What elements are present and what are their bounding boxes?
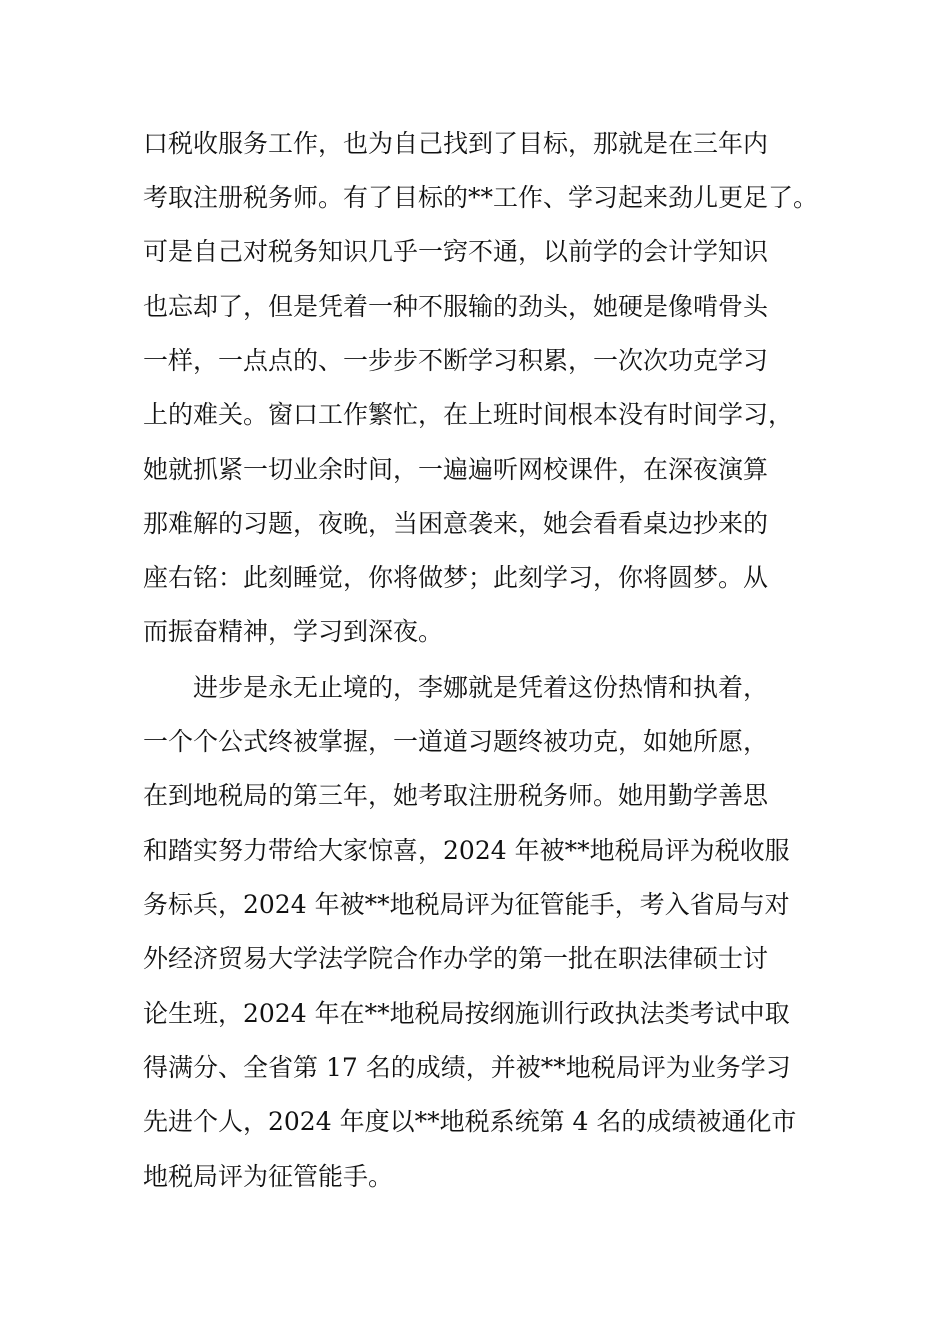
text-line: 务标兵，2024 年被**地税局评为征管能手，考入省局与对 [143, 890, 790, 919]
text-line: 得满分、全省第 17 名的成绩，并被**地税局评为业务学习 [143, 1053, 791, 1082]
text-line: 和踏实努力带给大家惊喜，2024 年被**地税局评为税收服 [143, 836, 790, 865]
text-line: 那难解的习题，夜晚，当困意袭来，她会看看桌边抄来的 [143, 509, 769, 538]
paragraph-start-line: 进步是永无止境的，李娜就是凭着这份热情和执着， [193, 673, 769, 702]
text-line: 座右铭：此刻睡觉，你将做梦；此刻学习，你将圆梦。从 [143, 563, 769, 592]
text-line: 她就抓紧一切业余时间，一遍遍听网校课件，在深夜演算 [143, 455, 769, 484]
text-line: 先进个人，2024 年度以**地税系统第 4 名的成绩被通化市 [143, 1107, 797, 1136]
text-line: 而振奋精神，学习到深夜。 [143, 617, 444, 646]
text-line: 上的难关。窗口工作繁忙，在上班时间根本没有时间学习， [143, 400, 794, 429]
text-line: 外经济贸易大学法学院合作办学的第一批在职法律硕士讨 [143, 944, 769, 973]
text-line: 也忘却了，但是凭着一种不服输的劲头，她硬是像啃骨头 [143, 292, 769, 321]
text-line: 口税收服务工作，也为自己找到了目标，那就是在三年内 [143, 129, 769, 158]
text-line: 可是自己对税务知识几乎一窍不通，以前学的会计学知识 [143, 237, 769, 266]
text-line: 在到地税局的第三年，她考取注册税务师。她用勤学善思 [143, 781, 769, 810]
text-line: 一样，一点点的、一步步不断学习积累，一次次功克学习 [143, 346, 769, 375]
text-line: 一个个公式终被掌握，一道道习题终被功克，如她所愿， [143, 727, 769, 756]
text-line: 论生班，2024 年在**地税局按纲施训行政执法类考试中取 [143, 999, 790, 1028]
text-line: 考取注册税务师。有了目标的**工作、学习起来劲儿更足了。 [143, 183, 819, 212]
text-line: 地税局评为征管能手。 [143, 1162, 394, 1191]
